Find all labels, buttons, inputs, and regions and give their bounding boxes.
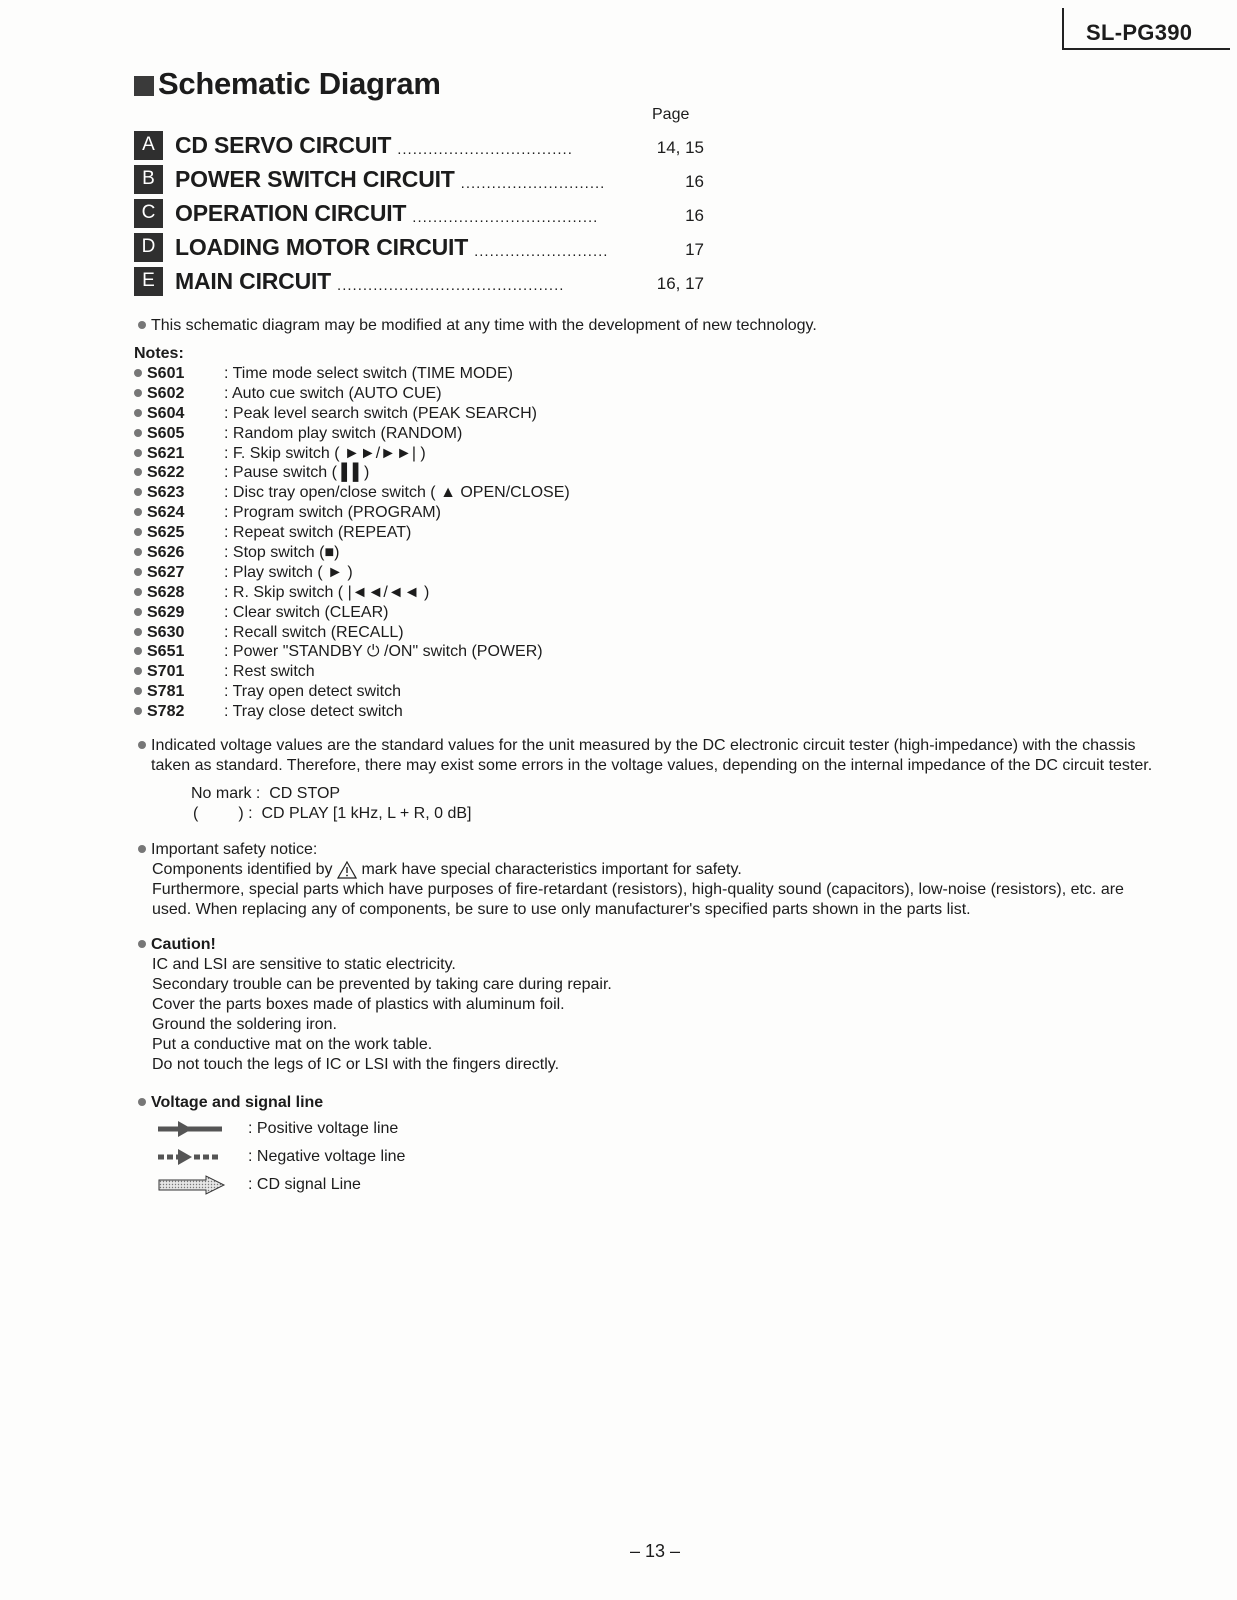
switch-code: S627 [147,563,185,581]
bullet-icon [138,845,146,853]
toc-leader-dots: .......................... [474,242,609,260]
title-text: Schematic Diagram [158,66,441,101]
switch-desc: : Pause switch ( ▌▌) [224,464,370,482]
voltage-line-1: Indicated voltage values are the standard values for the unit measured by the DC electronic circuit tester (high-impedance) with the chassis [151,737,1136,754]
switch-desc: : F. Skip switch ( ►►/►►| ) [224,444,426,462]
bullet-icon [138,741,146,749]
caution-line: Ground the soldering iron. [152,1016,337,1033]
switch-desc: : Time mode select switch (TIME MODE) [224,365,513,382]
title-square-icon [134,76,154,96]
caution-line: Secondary trouble can be prevented by taking care during repair. [152,976,612,993]
legend-item-cd-signal [156,1174,361,1196]
toc-letter-badge: E [134,267,163,296]
switch-code: S625 [147,524,185,542]
positive-voltage-line-icon [156,1118,236,1140]
list-item [134,384,570,404]
toc-leader-dots: .................................. [397,140,573,158]
list-item [134,583,570,603]
switch-desc: : Tray close detect switch [224,703,403,721]
list-item [134,642,570,662]
toc-leader-dots: ............................................ [337,276,565,294]
bullet-icon [134,667,142,675]
bullet-icon [134,449,142,457]
switch-code: S601 [147,365,185,382]
legend-label: : Negative voltage line [248,1148,406,1165]
legend-label: : CD signal Line [248,1176,361,1193]
toc-page: 14, 15 [656,138,704,157]
toc-row-a[interactable] [134,128,704,162]
toc-page: 16 [685,172,704,191]
bullet-icon [134,488,142,496]
list-item [134,503,570,523]
switch-code: S621 [147,444,185,462]
bullet-icon [134,468,142,476]
switch-code: S623 [147,484,185,502]
toc-row-c[interactable] [134,196,704,230]
safety-line-1-pre: Components identified by [152,861,333,878]
toc-leader-dots: ............................ [460,174,606,192]
bullet-icon [134,628,142,636]
caution-line: Cover the parts boxes made of plastics with aluminum foil. [152,996,565,1013]
switch-code: S630 [147,623,185,641]
safety-line-1-post: mark have special characteristics important for safety. [361,861,742,878]
toc-letter-badge: A [134,131,163,160]
bullet-icon [134,369,142,377]
toc-leader-dots: .................................... [412,208,599,226]
page-title [134,66,441,102]
caution-line: Do not touch the legs of IC or LSI with the fingers directly. [152,1056,560,1073]
bullet-icon [138,321,146,329]
toc-page: 16, 17 [656,274,704,293]
bullet-icon [138,940,146,948]
cd-signal-line-icon [156,1174,236,1196]
toc-title: POWER SWITCH CIRCUIT [175,165,455,192]
legend-item-positive [156,1118,398,1140]
switch-desc: : Random play switch (RANDOM) [224,424,463,442]
toc-row-b[interactable] [134,162,704,196]
list-item [134,444,570,464]
list-item [134,662,570,682]
switch-desc: : Peak level search switch (PEAK SEARCH) [224,404,537,422]
caution-line: Put a conductive mat on the work table. [152,1036,433,1053]
toc-letter-badge: C [134,199,163,228]
table-of-contents [134,128,704,298]
bullet-icon [138,1098,146,1106]
list-item [134,623,570,643]
switch-desc: : Program switch (PROGRAM) [224,504,441,522]
bullet-icon [134,608,142,616]
list-item [134,563,570,583]
switch-desc: : Stop switch (■) [224,544,340,562]
model-number: SL-PG390 [1086,20,1193,45]
list-item [134,424,570,444]
safety-notice [138,840,1198,920]
caution-line: IC and LSI are sensitive to static electricity. [152,956,456,973]
switch-code: S602 [147,384,185,402]
switch-desc: : Clear switch (CLEAR) [224,603,389,621]
bullet-icon [134,389,142,397]
switch-desc: : R. Skip switch ( |◄◄/◄◄ ) [224,583,430,601]
list-item [134,463,570,483]
toc-letter-badge: B [134,165,163,194]
toc-row-d[interactable] [134,230,704,264]
warning-triangle-icon [337,861,357,879]
toc-page-header: Page [652,106,690,123]
voltage-note [138,736,1198,776]
model-box [1062,8,1230,50]
list-item [134,603,570,623]
voltage-paren: ( ) : CD PLAY [1 kHz, L + R, 0 dB] [193,805,472,822]
bullet-icon [134,548,142,556]
list-item [134,483,570,503]
switch-code: S626 [147,544,185,562]
legend-heading [138,1093,323,1113]
switch-code: S628 [147,583,185,601]
voltage-line-2: taken as standard. Therefore, there may exist some errors in the voltage values, depending on the internal impedance of the DC circuit tester. [151,757,1153,774]
caution-heading: Caution! [151,936,216,953]
bullet-icon [134,568,142,576]
list-item [134,404,570,424]
intro-note [138,316,817,336]
switch-desc: : Play switch ( ► ) [224,563,353,581]
switch-desc: : Tray open detect switch [224,683,401,701]
switch-desc: : Recall switch (RECALL) [224,623,404,641]
bullet-icon [134,687,142,695]
toc-title: OPERATION CIRCUIT [175,199,407,226]
toc-letter-badge: D [134,233,163,262]
safety-line-2: Furthermore, special parts which have purposes of fire-retardant (resistors), high-quality sound (capacitors), low-noise (resistors), etc. are [152,881,1124,898]
safety-heading: Important safety notice: [151,841,318,858]
switch-code: S781 [147,683,185,701]
bullet-icon [134,508,142,516]
voltage-nomark: No mark : CD STOP [191,785,341,802]
toc-title: MAIN CIRCUIT [175,267,332,294]
bullet-icon [134,588,142,596]
list-item [134,364,570,384]
switch-desc: : Auto cue switch (AUTO CUE) [224,384,442,402]
switch-desc: : Power "STANDBY ⏻ /ON" switch (POWER) [224,643,543,661]
caution-section [138,935,612,1075]
bullet-icon [134,528,142,536]
switch-desc: : Rest switch [224,663,315,681]
switch-code: S605 [147,424,185,442]
list-item [134,543,570,563]
toc-page: 16 [685,206,704,225]
switch-desc: : Repeat switch (REPEAT) [224,524,412,542]
legend-label: : Positive voltage line [248,1120,399,1137]
toc-page: 17 [685,240,704,259]
list-item [134,682,570,702]
switch-code: S701 [147,663,185,681]
safety-line-3: used. When replacing any of components, be sure to use only manufacturer's specified parts shown in the parts list. [152,901,971,918]
notes-list [134,344,570,722]
switch-code: S629 [147,603,185,621]
legend-heading-text: Voltage and signal line [151,1094,324,1111]
notes-heading: Notes: [134,345,184,362]
toc-title: CD SERVO CIRCUIT [175,131,392,158]
bullet-icon [134,409,142,417]
intro-text: This schematic diagram may be modified at any time with the development of new technology. [151,317,817,334]
switch-code: S624 [147,504,185,522]
page-number: – 13 – [630,1541,681,1561]
switch-code: S651 [147,643,185,661]
list-item [134,523,570,543]
toc-row-e[interactable] [134,264,704,298]
bullet-icon [134,647,142,655]
negative-voltage-line-icon [156,1146,236,1168]
bullet-icon [134,429,142,437]
switch-code: S604 [147,404,185,422]
legend-item-negative [156,1146,405,1168]
switch-code: S622 [147,464,185,482]
bullet-icon [134,707,142,715]
switch-desc: : Disc tray open/close switch ( ▲ OPEN/CLOSE) [224,484,570,502]
list-item [134,702,570,722]
toc-title: LOADING MOTOR CIRCUIT [175,233,469,260]
switch-code: S782 [147,703,185,721]
